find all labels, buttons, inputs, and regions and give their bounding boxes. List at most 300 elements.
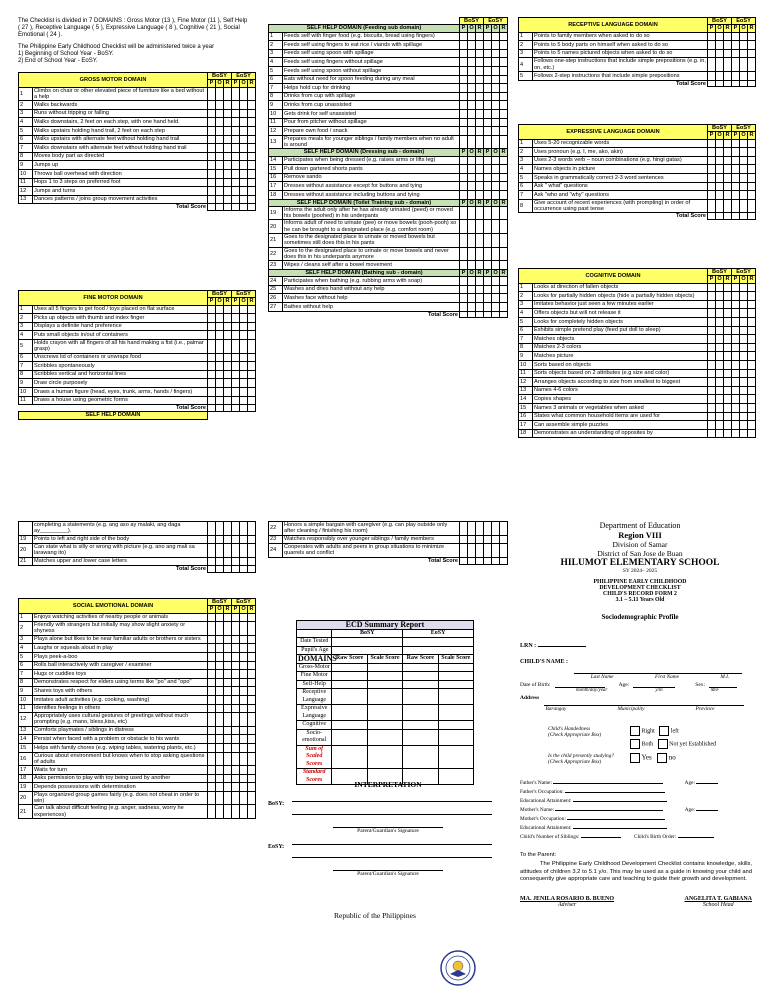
score-cell[interactable] [224, 195, 232, 204]
score-cell[interactable] [208, 752, 216, 766]
score-cell[interactable] [460, 234, 468, 248]
score-cell[interactable] [492, 92, 500, 101]
score-cell[interactable] [708, 352, 716, 361]
score-cell[interactable] [240, 362, 248, 371]
score-cell[interactable] [740, 317, 748, 326]
score-cell[interactable] [732, 395, 740, 404]
score-cell[interactable] [492, 190, 500, 199]
score-cell[interactable] [748, 191, 756, 200]
score-cell[interactable] [484, 58, 492, 67]
score-cell[interactable] [740, 32, 748, 41]
score-cell[interactable] [716, 283, 724, 292]
score-cell[interactable] [748, 317, 756, 326]
father-field[interactable] [553, 783, 663, 784]
score-cell[interactable] [460, 135, 468, 149]
score-cell[interactable] [484, 156, 492, 165]
score-cell[interactable] [500, 135, 508, 149]
score-cell[interactable] [740, 182, 748, 191]
score-cell[interactable] [224, 670, 232, 679]
score-cell[interactable] [492, 234, 500, 248]
score-cell[interactable] [468, 302, 476, 311]
score-cell[interactable] [208, 101, 216, 110]
score-cell[interactable] [216, 144, 224, 153]
score-cell[interactable] [476, 206, 484, 220]
score-cell[interactable] [468, 294, 476, 303]
score-cell[interactable] [500, 109, 508, 118]
score-cell[interactable] [216, 535, 224, 544]
score-cell[interactable] [248, 774, 256, 783]
score-cell[interactable] [708, 173, 716, 182]
score-cell[interactable] [248, 805, 256, 819]
ecd-cell[interactable] [403, 663, 438, 672]
score-cell[interactable] [724, 41, 732, 50]
score-cell[interactable] [724, 395, 732, 404]
score-cell[interactable] [716, 41, 724, 50]
score-cell[interactable] [500, 66, 508, 75]
score-cell[interactable] [724, 173, 732, 182]
score-cell[interactable] [484, 294, 492, 303]
score-cell[interactable] [216, 687, 224, 696]
score-cell[interactable] [732, 49, 740, 58]
score-cell[interactable] [232, 791, 240, 805]
score-cell[interactable] [248, 678, 256, 687]
score-cell[interactable] [492, 49, 500, 58]
score-cell[interactable] [460, 101, 468, 110]
score-cell[interactable] [748, 182, 756, 191]
score-cell[interactable] [740, 429, 748, 438]
score-cell[interactable] [708, 139, 716, 148]
score-cell[interactable] [716, 71, 724, 80]
score-cell[interactable] [484, 109, 492, 118]
score-cell[interactable] [216, 387, 224, 396]
score-cell[interactable] [208, 118, 216, 127]
score-cell[interactable] [476, 75, 484, 84]
score-cell[interactable] [716, 148, 724, 157]
score-cell[interactable] [476, 535, 484, 544]
score-cell[interactable] [232, 678, 240, 687]
score-cell[interactable] [248, 635, 256, 644]
score-cell[interactable] [224, 353, 232, 362]
score-cell[interactable] [240, 144, 248, 153]
score-cell[interactable] [724, 199, 732, 213]
score-cell[interactable] [500, 118, 508, 127]
score-cell[interactable] [468, 118, 476, 127]
score-cell[interactable] [224, 152, 232, 161]
score-cell[interactable] [460, 92, 468, 101]
score-cell[interactable] [708, 335, 716, 344]
total-cell[interactable] [240, 405, 248, 412]
total-cell[interactable] [748, 80, 756, 87]
score-cell[interactable] [476, 234, 484, 248]
score-cell[interactable] [216, 339, 224, 353]
total-cell[interactable] [216, 566, 224, 573]
both-checkbox[interactable] [630, 739, 640, 749]
score-cell[interactable] [248, 178, 256, 187]
score-cell[interactable] [248, 362, 256, 371]
score-cell[interactable] [468, 220, 476, 234]
score-cell[interactable] [724, 317, 732, 326]
score-cell[interactable] [716, 395, 724, 404]
score-cell[interactable] [208, 87, 216, 101]
score-cell[interactable] [208, 353, 216, 362]
total-cell[interactable] [460, 311, 468, 318]
father-occ-field[interactable] [565, 792, 665, 793]
score-cell[interactable] [240, 126, 248, 135]
score-cell[interactable] [500, 535, 508, 544]
total-cell[interactable] [224, 204, 232, 211]
score-cell[interactable] [740, 148, 748, 157]
score-cell[interactable] [740, 191, 748, 200]
score-cell[interactable] [224, 109, 232, 118]
score-cell[interactable] [732, 360, 740, 369]
score-cell[interactable] [224, 652, 232, 661]
score-cell[interactable] [740, 139, 748, 148]
score-cell[interactable] [468, 127, 476, 136]
score-cell[interactable] [492, 302, 500, 311]
score-cell[interactable] [208, 135, 216, 144]
score-cell[interactable] [468, 190, 476, 199]
score-cell[interactable] [708, 326, 716, 335]
score-cell[interactable] [500, 127, 508, 136]
score-cell[interactable] [740, 309, 748, 318]
score-cell[interactable] [216, 544, 224, 558]
score-cell[interactable] [240, 622, 248, 636]
score-cell[interactable] [492, 261, 500, 270]
score-cell[interactable] [208, 322, 216, 331]
score-cell[interactable] [484, 41, 492, 50]
score-cell[interactable] [724, 386, 732, 395]
score-cell[interactable] [208, 522, 216, 536]
total-cell[interactable] [732, 213, 740, 220]
score-cell[interactable] [248, 331, 256, 340]
score-cell[interactable] [724, 165, 732, 174]
total-cell[interactable] [716, 80, 724, 87]
score-cell[interactable] [216, 362, 224, 371]
score-cell[interactable] [216, 126, 224, 135]
ecd-cell[interactable] [332, 663, 367, 672]
score-cell[interactable] [216, 109, 224, 118]
total-cell[interactable] [208, 204, 216, 211]
score-cell[interactable] [224, 362, 232, 371]
score-cell[interactable] [460, 32, 468, 41]
score-cell[interactable] [732, 58, 740, 72]
score-cell[interactable] [724, 326, 732, 335]
score-cell[interactable] [248, 370, 256, 379]
score-cell[interactable] [224, 791, 232, 805]
score-cell[interactable] [500, 165, 508, 174]
total-cell[interactable] [224, 566, 232, 573]
score-cell[interactable] [724, 369, 732, 378]
score-cell[interactable] [484, 32, 492, 41]
score-cell[interactable] [240, 305, 248, 314]
total-cell[interactable] [724, 213, 732, 220]
score-cell[interactable] [468, 109, 476, 118]
ecd-cell[interactable] [367, 705, 402, 721]
total-cell[interactable] [460, 557, 468, 564]
score-cell[interactable] [500, 58, 508, 67]
score-cell[interactable] [740, 165, 748, 174]
score-cell[interactable] [716, 412, 724, 421]
score-cell[interactable] [500, 182, 508, 191]
score-cell[interactable] [732, 421, 740, 430]
score-cell[interactable] [732, 199, 740, 213]
score-cell[interactable] [216, 670, 224, 679]
score-cell[interactable] [224, 687, 232, 696]
score-cell[interactable] [708, 360, 716, 369]
score-cell[interactable] [476, 109, 484, 118]
score-cell[interactable] [224, 766, 232, 775]
score-cell[interactable] [748, 173, 756, 182]
score-cell[interactable] [208, 678, 216, 687]
score-cell[interactable] [240, 195, 248, 204]
score-cell[interactable] [476, 277, 484, 286]
score-cell[interactable] [216, 152, 224, 161]
score-cell[interactable] [708, 49, 716, 58]
score-cell[interactable] [708, 165, 716, 174]
score-cell[interactable] [492, 173, 500, 182]
score-cell[interactable] [240, 396, 248, 405]
score-cell[interactable] [224, 713, 232, 727]
score-cell[interactable] [500, 101, 508, 110]
score-cell[interactable] [240, 152, 248, 161]
score-cell[interactable] [460, 41, 468, 50]
score-cell[interactable] [500, 302, 508, 311]
score-cell[interactable] [460, 75, 468, 84]
score-cell[interactable] [716, 403, 724, 412]
score-cell[interactable] [740, 49, 748, 58]
score-cell[interactable] [732, 326, 740, 335]
score-cell[interactable] [208, 661, 216, 670]
score-cell[interactable] [484, 220, 492, 234]
total-cell[interactable] [740, 80, 748, 87]
score-cell[interactable] [208, 687, 216, 696]
score-cell[interactable] [460, 118, 468, 127]
score-cell[interactable] [224, 322, 232, 331]
score-cell[interactable] [208, 169, 216, 178]
score-cell[interactable] [716, 378, 724, 387]
score-cell[interactable] [248, 743, 256, 752]
score-cell[interactable] [708, 403, 716, 412]
score-cell[interactable] [468, 285, 476, 294]
ecd-cell[interactable] [367, 663, 402, 672]
score-cell[interactable] [232, 687, 240, 696]
score-cell[interactable] [492, 294, 500, 303]
ecd-cell[interactable] [403, 689, 438, 705]
score-cell[interactable] [748, 283, 756, 292]
score-cell[interactable] [708, 429, 716, 438]
score-cell[interactable] [500, 92, 508, 101]
score-cell[interactable] [748, 292, 756, 301]
score-cell[interactable] [232, 152, 240, 161]
score-cell[interactable] [216, 101, 224, 110]
total-cell[interactable] [468, 311, 476, 318]
score-cell[interactable] [492, 84, 500, 93]
score-cell[interactable] [716, 335, 724, 344]
score-cell[interactable] [740, 403, 748, 412]
total-cell[interactable] [708, 80, 716, 87]
score-cell[interactable] [748, 41, 756, 50]
score-cell[interactable] [708, 148, 716, 157]
score-cell[interactable] [240, 613, 248, 622]
score-cell[interactable] [248, 670, 256, 679]
score-cell[interactable] [208, 704, 216, 713]
ecd-cell[interactable] [438, 689, 473, 705]
score-cell[interactable] [484, 190, 492, 199]
interp-eosy-line-2[interactable] [292, 857, 492, 858]
score-cell[interactable] [240, 331, 248, 340]
score-cell[interactable] [248, 791, 256, 805]
mother-field[interactable] [555, 810, 663, 811]
score-cell[interactable] [484, 92, 492, 101]
score-cell[interactable] [248, 314, 256, 323]
right-checkbox[interactable] [630, 726, 640, 736]
score-cell[interactable] [232, 704, 240, 713]
score-cell[interactable] [732, 317, 740, 326]
score-cell[interactable] [732, 386, 740, 395]
score-cell[interactable] [476, 101, 484, 110]
score-cell[interactable] [248, 353, 256, 362]
score-cell[interactable] [232, 557, 240, 566]
score-cell[interactable] [232, 752, 240, 766]
score-cell[interactable] [484, 544, 492, 558]
score-cell[interactable] [732, 139, 740, 148]
score-cell[interactable] [724, 283, 732, 292]
score-cell[interactable] [240, 735, 248, 744]
score-cell[interactable] [240, 774, 248, 783]
score-cell[interactable] [484, 127, 492, 136]
score-cell[interactable] [224, 613, 232, 622]
score-cell[interactable] [240, 652, 248, 661]
score-cell[interactable] [224, 87, 232, 101]
score-cell[interactable] [460, 544, 468, 558]
score-cell[interactable] [208, 713, 216, 727]
score-cell[interactable] [460, 190, 468, 199]
score-cell[interactable] [740, 173, 748, 182]
score-cell[interactable] [216, 322, 224, 331]
score-cell[interactable] [732, 343, 740, 352]
score-cell[interactable] [232, 713, 240, 727]
score-cell[interactable] [208, 613, 216, 622]
score-cell[interactable] [208, 109, 216, 118]
total-cell[interactable] [748, 213, 756, 220]
score-cell[interactable] [484, 247, 492, 261]
score-cell[interactable] [716, 352, 724, 361]
score-cell[interactable] [500, 75, 508, 84]
score-cell[interactable] [500, 32, 508, 41]
score-cell[interactable] [732, 335, 740, 344]
score-cell[interactable] [240, 387, 248, 396]
score-cell[interactable] [232, 178, 240, 187]
score-cell[interactable] [208, 187, 216, 196]
score-cell[interactable] [716, 421, 724, 430]
score-cell[interactable] [740, 71, 748, 80]
score-cell[interactable] [468, 75, 476, 84]
score-cell[interactable] [476, 118, 484, 127]
score-cell[interactable] [248, 305, 256, 314]
score-cell[interactable] [224, 370, 232, 379]
score-cell[interactable] [724, 71, 732, 80]
score-cell[interactable] [476, 92, 484, 101]
score-cell[interactable] [216, 726, 224, 735]
score-cell[interactable] [208, 791, 216, 805]
total-cell[interactable] [232, 405, 240, 412]
score-cell[interactable] [724, 139, 732, 148]
score-cell[interactable] [240, 187, 248, 196]
score-cell[interactable] [208, 144, 216, 153]
score-cell[interactable] [468, 277, 476, 286]
score-cell[interactable] [476, 127, 484, 136]
score-cell[interactable] [208, 305, 216, 314]
score-cell[interactable] [216, 644, 224, 653]
score-cell[interactable] [716, 317, 724, 326]
score-cell[interactable] [216, 314, 224, 323]
score-cell[interactable] [740, 300, 748, 309]
score-cell[interactable] [476, 294, 484, 303]
score-cell[interactable] [216, 613, 224, 622]
score-cell[interactable] [248, 187, 256, 196]
score-cell[interactable] [216, 661, 224, 670]
score-cell[interactable] [216, 396, 224, 405]
score-cell[interactable] [224, 783, 232, 792]
score-cell[interactable] [224, 805, 232, 819]
score-cell[interactable] [240, 557, 248, 566]
score-cell[interactable] [460, 156, 468, 165]
score-cell[interactable] [748, 32, 756, 41]
total-cell[interactable] [492, 311, 500, 318]
score-cell[interactable] [232, 387, 240, 396]
score-cell[interactable] [740, 199, 748, 213]
total-cell[interactable] [240, 566, 248, 573]
lrn-field[interactable] [538, 646, 586, 647]
total-cell[interactable] [216, 405, 224, 412]
score-cell[interactable] [232, 396, 240, 405]
score-cell[interactable] [216, 370, 224, 379]
score-cell[interactable] [468, 522, 476, 536]
score-cell[interactable] [716, 429, 724, 438]
score-cell[interactable] [716, 156, 724, 165]
score-cell[interactable] [240, 670, 248, 679]
score-cell[interactable] [460, 66, 468, 75]
score-cell[interactable] [208, 379, 216, 388]
ecd-cell[interactable] [438, 663, 473, 672]
score-cell[interactable] [732, 369, 740, 378]
score-cell[interactable] [476, 84, 484, 93]
score-cell[interactable] [708, 182, 716, 191]
score-cell[interactable] [216, 305, 224, 314]
total-cell[interactable] [740, 213, 748, 220]
score-cell[interactable] [724, 156, 732, 165]
score-cell[interactable] [208, 766, 216, 775]
score-cell[interactable] [216, 652, 224, 661]
score-cell[interactable] [224, 644, 232, 653]
score-cell[interactable] [716, 292, 724, 301]
ecd-cell[interactable] [403, 705, 438, 721]
mother-occ-field[interactable] [567, 819, 665, 820]
score-cell[interactable] [460, 165, 468, 174]
score-cell[interactable] [716, 49, 724, 58]
score-cell[interactable] [492, 220, 500, 234]
score-cell[interactable] [240, 783, 248, 792]
score-cell[interactable] [476, 544, 484, 558]
score-cell[interactable] [224, 169, 232, 178]
ecd-cell[interactable] [367, 680, 402, 689]
score-cell[interactable] [240, 379, 248, 388]
score-cell[interactable] [208, 652, 216, 661]
score-cell[interactable] [460, 173, 468, 182]
score-cell[interactable] [500, 285, 508, 294]
no-checkbox[interactable] [657, 753, 667, 763]
score-cell[interactable] [708, 191, 716, 200]
